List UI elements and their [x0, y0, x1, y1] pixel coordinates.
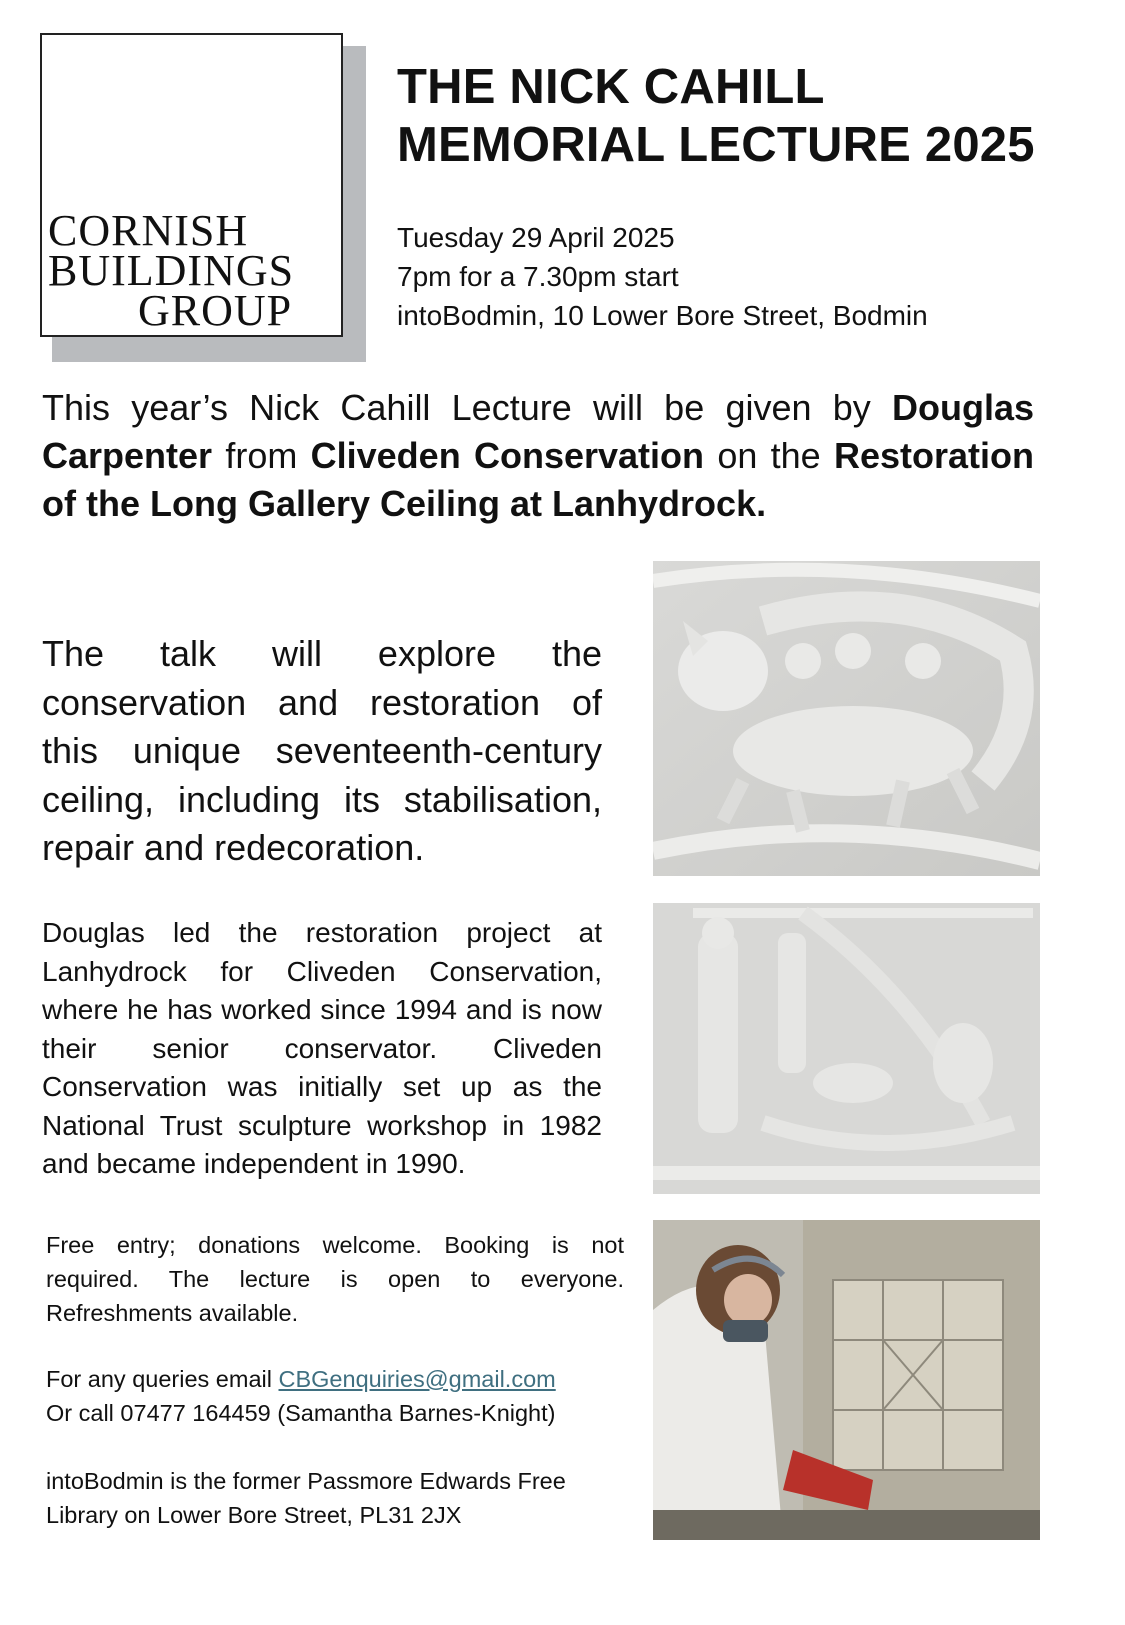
lecture-topic: Restoration of the Long Gallery Ceiling at Lanhydrock.	[42, 435, 1035, 524]
page-title	[397, 58, 1035, 174]
email-link[interactable]: CBGenquiries@gmail.com	[278, 1366, 556, 1392]
event-venue: intoBodmin, 10 Lower Bore Street, Bodmin	[397, 300, 928, 331]
title-line-1: THE NICK CAHILL	[397, 60, 825, 114]
event-time: 7pm for a 7.30pm start	[397, 261, 679, 292]
speaker-name: Douglas Carpenter	[42, 387, 1034, 476]
venue-note-line-1: intoBodmin is the former Passmore Edwards Free	[46, 1468, 566, 1494]
email-prefix: For any queries email	[46, 1366, 279, 1392]
talk-description: The talk will explore the conservation and restoration of this unique seventeenth-century ceiling, including its stabilisation, repair and redecoration.	[42, 633, 602, 868]
photo-beast-relief	[653, 561, 1040, 876]
logo	[40, 33, 343, 337]
logo-line-3: GROUP	[137, 286, 293, 335]
organisation-name: Cliveden Conservation	[310, 435, 705, 476]
contact-info	[46, 1362, 556, 1430]
photo-conservator	[653, 1220, 1040, 1540]
venue-note	[46, 1464, 566, 1532]
conservator-image	[653, 1220, 1040, 1540]
title-line-2: MEMORIAL LECTURE 2025	[397, 118, 1035, 172]
boat-relief-image	[653, 903, 1040, 1194]
logo-line-2: BUILDINGS	[48, 246, 295, 295]
lead-text: This year’s Nick Cahill Lecture will be given by	[42, 387, 892, 428]
lead-paragraph	[42, 384, 1034, 528]
lead-text: from	[212, 435, 311, 476]
lead-text: on the	[704, 435, 834, 476]
event-info	[397, 218, 928, 335]
logo-line-1: CORNISH	[48, 206, 249, 255]
photo-boat-relief	[653, 903, 1040, 1194]
logo-text	[48, 206, 295, 335]
speaker-bio: Douglas led the restoration project at Lanhydrock for Cliveden Conservation, where he has worked since 1994 and is now their senior conservator. Cliveden Conservation was initially set up as the National Trust sculpture workshop in 1982 and became independent in 1990.	[42, 917, 602, 1179]
event-date: Tuesday 29 April 2025	[397, 222, 675, 253]
venue-note-line-2: Library on Lower Bore Street, PL31 2JX	[46, 1502, 462, 1528]
entry-info: Free entry; donations welcome. Booking is not required. The lecture is open to everyone. Refreshments available.	[46, 1232, 624, 1326]
phone-line: Or call 07477 164459 (Samantha Barnes-Knight)	[46, 1400, 556, 1426]
beast-relief-image	[653, 561, 1040, 876]
